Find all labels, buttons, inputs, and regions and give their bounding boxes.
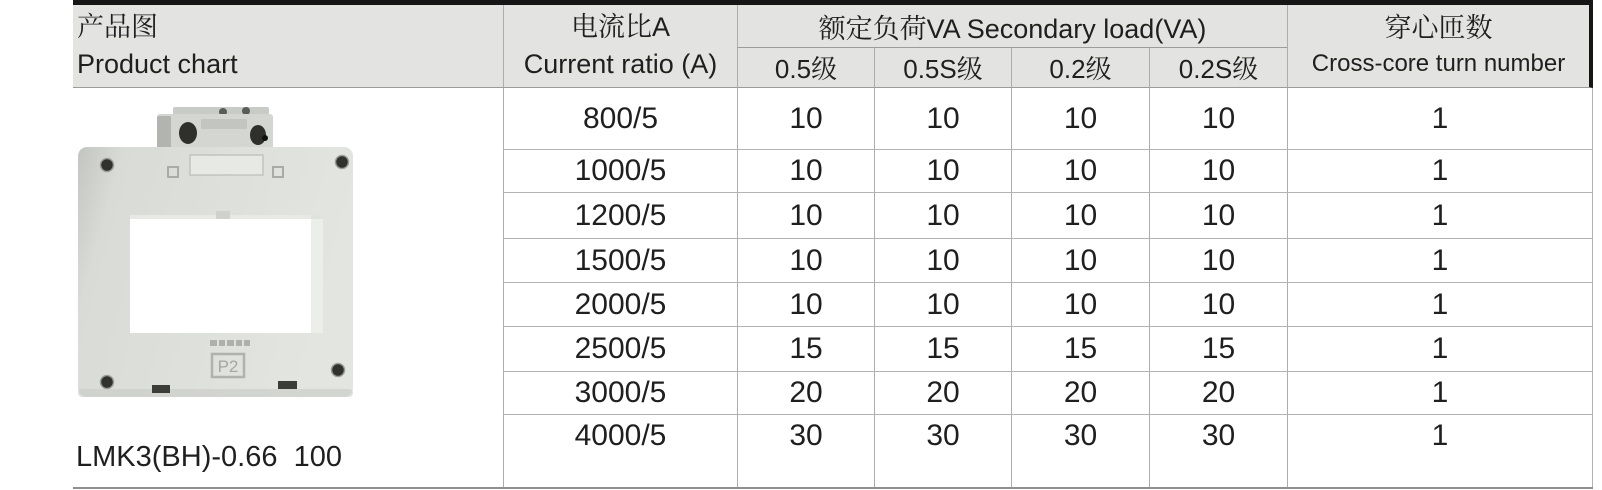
ratio-header-zh: 电流比A xyxy=(570,12,670,42)
load-cell: 20 xyxy=(874,372,1011,415)
load-cell: 10 xyxy=(874,193,1011,239)
load-cell: 10 xyxy=(874,239,1011,283)
load-cell: 10 xyxy=(1149,150,1287,193)
ratio-cell: 800/5 xyxy=(503,88,737,150)
load-class-header-02s: 0.2S级 xyxy=(1149,48,1287,88)
load-cell: 20 xyxy=(737,372,874,415)
load-cell: 10 xyxy=(874,283,1011,327)
load-cell: 30 xyxy=(1149,415,1287,487)
load-cell: 10 xyxy=(1149,193,1287,239)
load-cell: 10 xyxy=(737,88,874,150)
ratio-cell: 1500/5 xyxy=(503,239,737,283)
load-group-header: 额定负荷VA Secondary load(VA) xyxy=(737,5,1287,48)
product-model-label: LMK3(BH)-0.66 100 xyxy=(76,441,342,473)
ratio-column-header xyxy=(503,5,737,88)
p2-marking-text: P2 xyxy=(217,357,239,376)
load-cell: 15 xyxy=(1011,327,1149,372)
bottom-notch-left xyxy=(152,385,170,393)
ratio-cell: 2500/5 xyxy=(503,327,737,372)
load-cell: 10 xyxy=(874,88,1011,150)
load-class-header-05s: 0.5S级 xyxy=(874,48,1011,88)
load-cell: 15 xyxy=(874,327,1011,372)
turns-cell: 1 xyxy=(1287,239,1593,283)
load-cell: 10 xyxy=(1011,150,1149,193)
load-cell: 10 xyxy=(1011,193,1149,239)
load-cell: 10 xyxy=(1011,88,1149,150)
load-cell: 20 xyxy=(1149,372,1287,415)
load-cell: 10 xyxy=(1011,283,1149,327)
load-cell: 20 xyxy=(1011,372,1149,415)
nameplate-recess xyxy=(190,155,263,175)
turns-cell: 1 xyxy=(1287,283,1593,327)
product-image-cell xyxy=(73,88,503,487)
core-window xyxy=(130,211,323,333)
load-cell: 15 xyxy=(1149,327,1287,372)
load-cell: 30 xyxy=(737,415,874,487)
load-class-header-02: 0.2级 xyxy=(1011,48,1149,88)
load-cell: 10 xyxy=(737,150,874,193)
ratio-cell: 3000/5 xyxy=(503,372,737,415)
turns-cell: 1 xyxy=(1287,88,1593,150)
load-cell: 10 xyxy=(737,283,874,327)
product-column-header xyxy=(73,5,503,88)
load-cell: 10 xyxy=(1149,283,1287,327)
ratio-cell: 2000/5 xyxy=(503,283,737,327)
turns-header-en: Cross-core turn number xyxy=(1311,50,1566,77)
load-cell: 10 xyxy=(737,193,874,239)
load-cell: 30 xyxy=(874,415,1011,487)
load-cell: 10 xyxy=(874,150,1011,193)
product-photo-illustration xyxy=(73,88,503,428)
ratio-cell: 4000/5 xyxy=(503,415,737,487)
product-header-en: Product chart xyxy=(77,49,238,79)
load-cell: 10 xyxy=(1011,239,1149,283)
spec-table xyxy=(73,0,1593,489)
load-cell: 10 xyxy=(1149,88,1287,150)
turns-cell: 1 xyxy=(1287,415,1593,487)
load-cell: 10 xyxy=(1149,239,1287,283)
load-cell: 10 xyxy=(737,239,874,283)
bottom-notch-right xyxy=(278,381,297,389)
turns-header-zh: 穿心匝数 xyxy=(1384,13,1493,43)
ratio-cell: 1000/5 xyxy=(503,150,737,193)
load-cell: 30 xyxy=(1011,415,1149,487)
turns-column-header xyxy=(1287,5,1593,88)
load-cell: 15 xyxy=(737,327,874,372)
turns-cell: 1 xyxy=(1287,150,1593,193)
product-header-zh: 产品图 xyxy=(77,12,158,42)
terminal-block xyxy=(157,107,273,150)
load-class-header-05: 0.5级 xyxy=(737,48,874,88)
turns-cell: 1 xyxy=(1287,327,1593,372)
marking-text-blur xyxy=(210,340,250,346)
ratio-header-en: Current ratio (A) xyxy=(523,49,718,79)
turns-cell: 1 xyxy=(1287,193,1593,239)
ratio-cell: 1200/5 xyxy=(503,193,737,239)
turns-cell: 1 xyxy=(1287,372,1593,415)
